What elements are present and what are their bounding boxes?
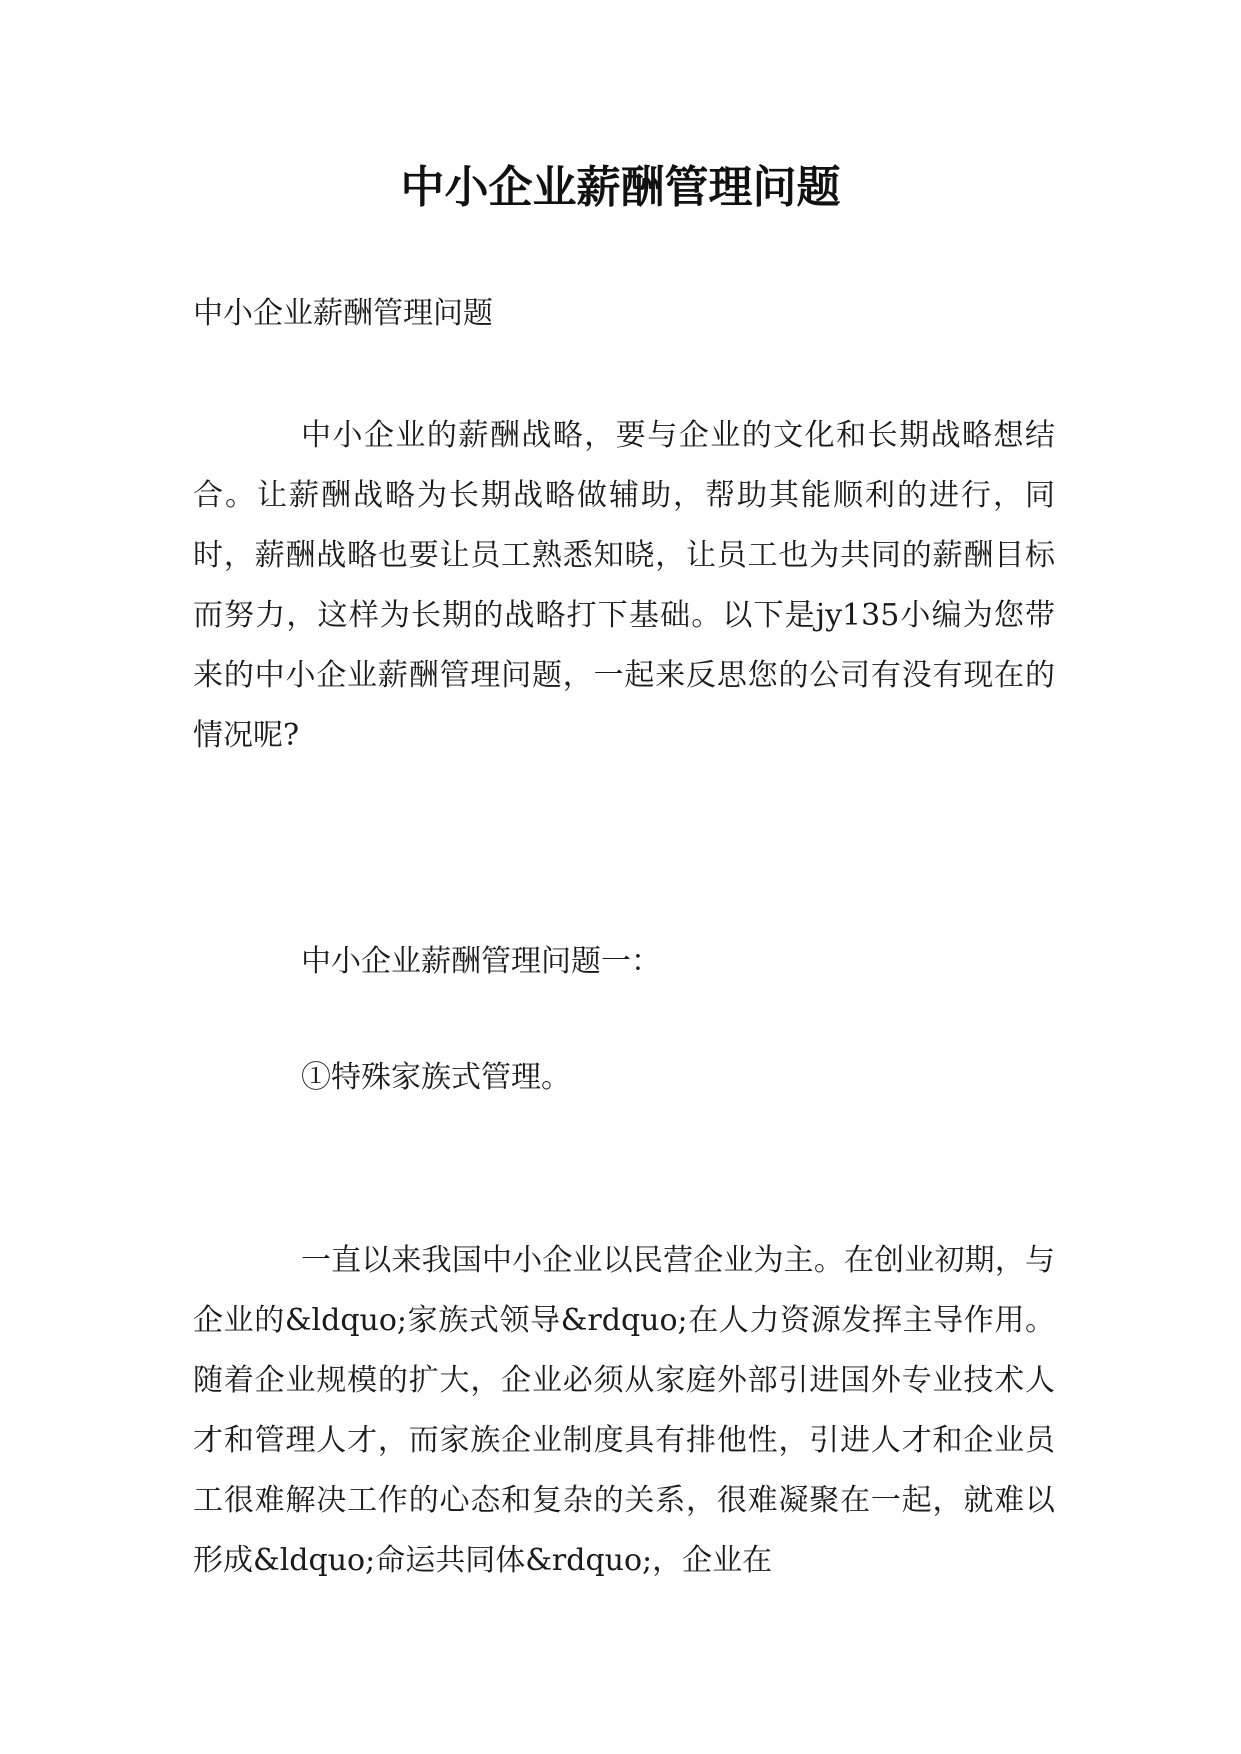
document-title: 中小企业薪酬管理问题 (400, 162, 841, 213)
document-subtitle: 中小企业薪酬管理问题 (193, 296, 493, 331)
intro-paragraph: 中小企业的薪酬战略，要与企业的文化和长期战略想结合。让薪酬战略为长期战略做辅助，帮助其能顺利的进行，同时，薪酬战略也要让员工熟悉知晓，让员工也为共同的薪酬目标而努力，这样为长期的战略打下基础。以下是jy135小编为您带来的中小企业薪酬管理问题，一起来反思您的公司有没有现在的情况呢? (193, 418, 1055, 753)
section-heading: 中小企业薪酬管理问题一： (301, 944, 661, 979)
item-heading: ①特殊家族式管理。 (301, 1060, 571, 1095)
body-paragraph: 一直以来我国中小企业以民营企业为主。在创业初期，与企业的&ldquo;家族式领导&rdquo;在人力资源发挥主导作用。随着企业规模的扩大，企业必须从家庭外部引进国外专业技术人才和管理人才，而家族企业制度具有排他性，引进人才和企业员工很难解决工作的心态和复杂的关系，很难凝聚在一起，就难以形成&ldquo;命运共同体&rdquo;，企业在 (193, 1243, 1055, 1578)
